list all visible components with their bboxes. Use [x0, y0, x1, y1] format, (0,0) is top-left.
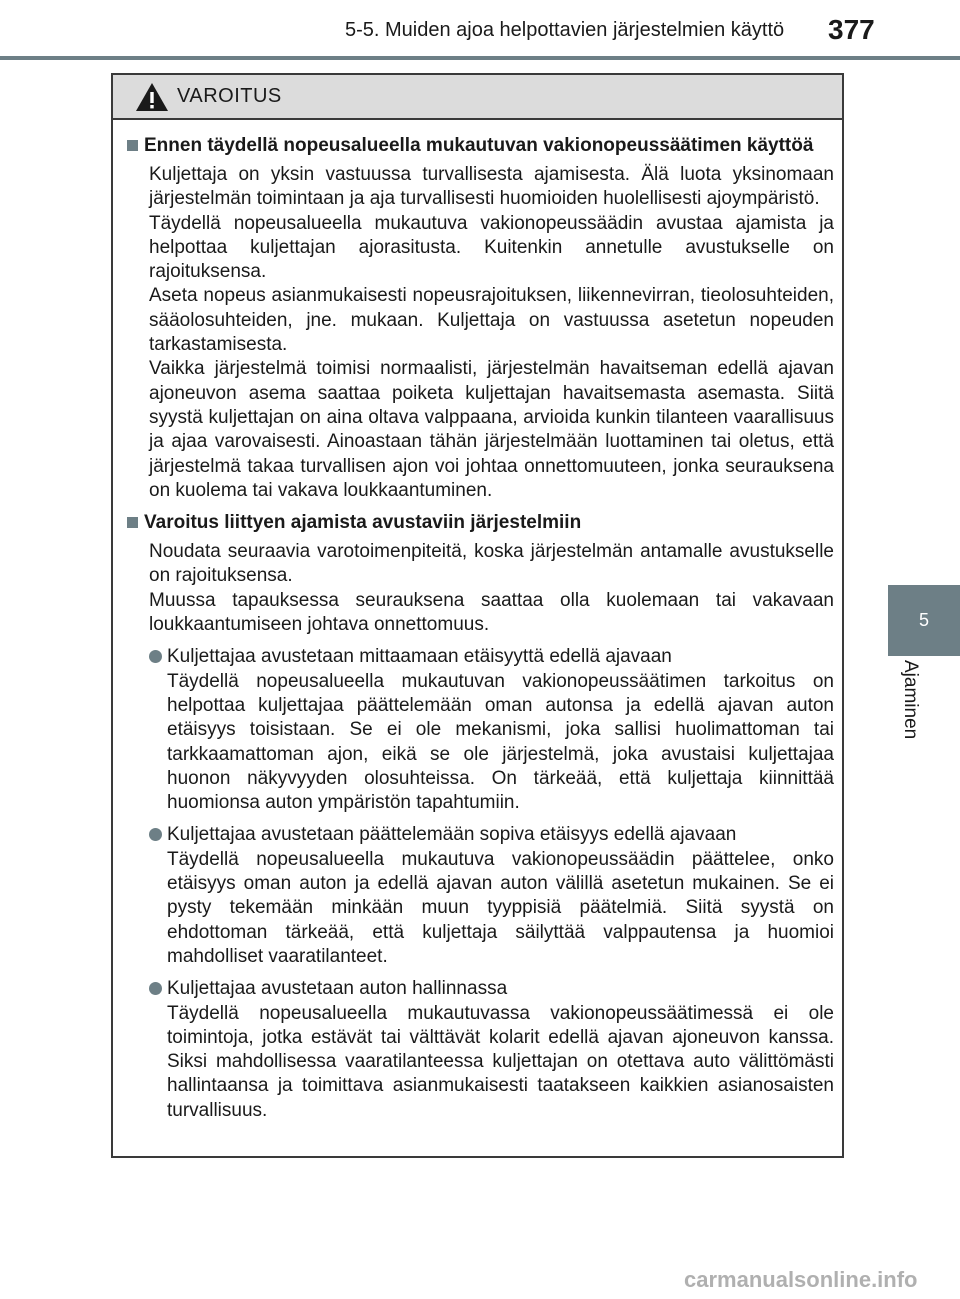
list-item: [149, 645, 834, 815]
circle-bullet-icon: [149, 982, 162, 995]
bullet-heading: Kuljettajaa avustetaan päättelemään sopiva etäisyys edellä ajavaan: [167, 824, 737, 846]
page-number: 377: [828, 14, 875, 45]
paragraph: Noudata seuraavia varotoimenpiteitä, koska järjestelmän antamalle avustukselle on rajoituksensa.: [149, 541, 834, 587]
bullet-text: Täydellä nopeusalueella mukautuvan vakionopeussäätimen tarkoitus on helpottaa kuljettajaa päättelemään oman autonsa ja edellä ajavan auton etäisyys toisistaan. Se ei ole mekanismi, joka sallisi huolimattoman tai tarkkaamattoman ajon, eikä se ole järjestelmä, joka avustaisi kuljettajaa huonon näkyvyyden olosuhteissa. On tärkeää, että kuljettaja kiinnittää huomionsa auton ympäristön tapahtumiin.: [167, 670, 834, 814]
bullet-heading: Kuljettajaa avustetaan mittaamaan etäisyyttä edellä ajavaan: [167, 646, 672, 668]
watermark: carmanualsonline.info: [684, 1267, 918, 1292]
section-assist-warning: [127, 511, 834, 1123]
paragraph: Täydellä nopeusalueella mukautuva vakionopeussäädin avustaa ajamista ja helpottaa kuljettajan ajorasitusta. Kuitenkin annetulle avustukselle on rajoituksensa.: [149, 212, 834, 283]
bullet-text: Täydellä nopeusalueella mukautuva vakionopeussäädin päättelee, onko etäisyys oman auton ja edellä ajavan auton välillä asetetun mukainen. Se ei pysty tekemään minkään muun tyyppisiä päätelmiä. Siitä syystä on ehdottoman tärkeää, että kuljettaja säilyttää valppautensa ja huomioi mahdolliset vaaratilanteet.: [167, 848, 834, 967]
section-title: Varoitus liittyen ajamista avustaviin järjestelmiin: [127, 511, 834, 535]
square-bullet-icon: [127, 140, 138, 151]
section-body: [149, 540, 834, 637]
bullet-text: Täydellä nopeusalueella mukautuvassa vakionopeussäätimessä ei ole toimintoja, jotka estävät tai välttävät kolarit edellä ajavan ajoneuvon kanssa. Siksi mahdollisessa vaaratilanteessa kuljettajan on otettava auto välittömästi hallintaansa ja toimittava asianmukaisesti taatakseen kaikkien asianosaisten turvallisuus.: [167, 1002, 834, 1121]
section-before-use: [127, 134, 834, 503]
warning-header: [113, 75, 842, 120]
chapter-tab[interactable]: [888, 585, 960, 656]
paragraph: Kuljettaja on yksin vastuussa turvallisesta ajamisesta. Älä luota yksinomaan järjestelmän toimintaan ja aja turvallisesti huomioiden huolellisesti ajoympäristö.: [149, 164, 834, 210]
section-body: [149, 163, 834, 503]
warning-box: [111, 73, 844, 1158]
paragraph: Vaikka järjestelmä toimisi normaalisti, järjestelmän havaitseman edellä ajavan ajoneuvon asema saattaa poiketa kuljettajan havaitsemasta asemasta. Siitä syystä kuljettajan on aina oltava valppaana, arvioida kunkin tilanteen vaarallisuus ja ajaa varovaisesti. Ainoastaan tähän järjestelmään luottaminen tai oletus, että järjestelmä takaa turvallisen ajon voi johtaa onnettomuuteen, jonka seurauksena on kuolema tai vakava loukkaantuminen.: [149, 358, 834, 501]
paragraph: Aseta nopeus asianmukaisesti nopeusrajoituksen, liikennevirran, tieolosuhteiden, sääolosuhteiden, jne. mukaan. Kuljettaja on vastuussa asetetun nopeuden tarkastamisesta.: [149, 285, 834, 356]
running-header: 5-5. Muiden ajoa helpottavien järjestelmien käyttö: [345, 19, 785, 41]
list-item: [149, 823, 834, 969]
warning-content: [113, 120, 842, 1123]
paragraph: Muussa tapauksessa seurauksena saattaa olla kuolemaan tai vakavaan loukkaantumiseen johtava onnettomuus.: [149, 589, 834, 636]
bullet-heading: Kuljettajaa avustetaan auton hallinnassa: [167, 978, 508, 1000]
section-title: Ennen täydellä nopeusalueella mukautuvan vakionopeussäätimen käyttöä: [127, 134, 834, 158]
warning-label: VAROITUS: [177, 85, 282, 107]
chapter-number: 5: [918, 610, 929, 630]
circle-bullet-icon: [149, 828, 162, 841]
header-rule: [0, 56, 960, 60]
square-bullet-icon: [127, 517, 138, 528]
chapter-label: Ajaminen: [900, 660, 921, 740]
warning-triangle-icon: [135, 82, 169, 112]
list-item: [149, 977, 834, 1123]
circle-bullet-icon: [149, 650, 162, 663]
